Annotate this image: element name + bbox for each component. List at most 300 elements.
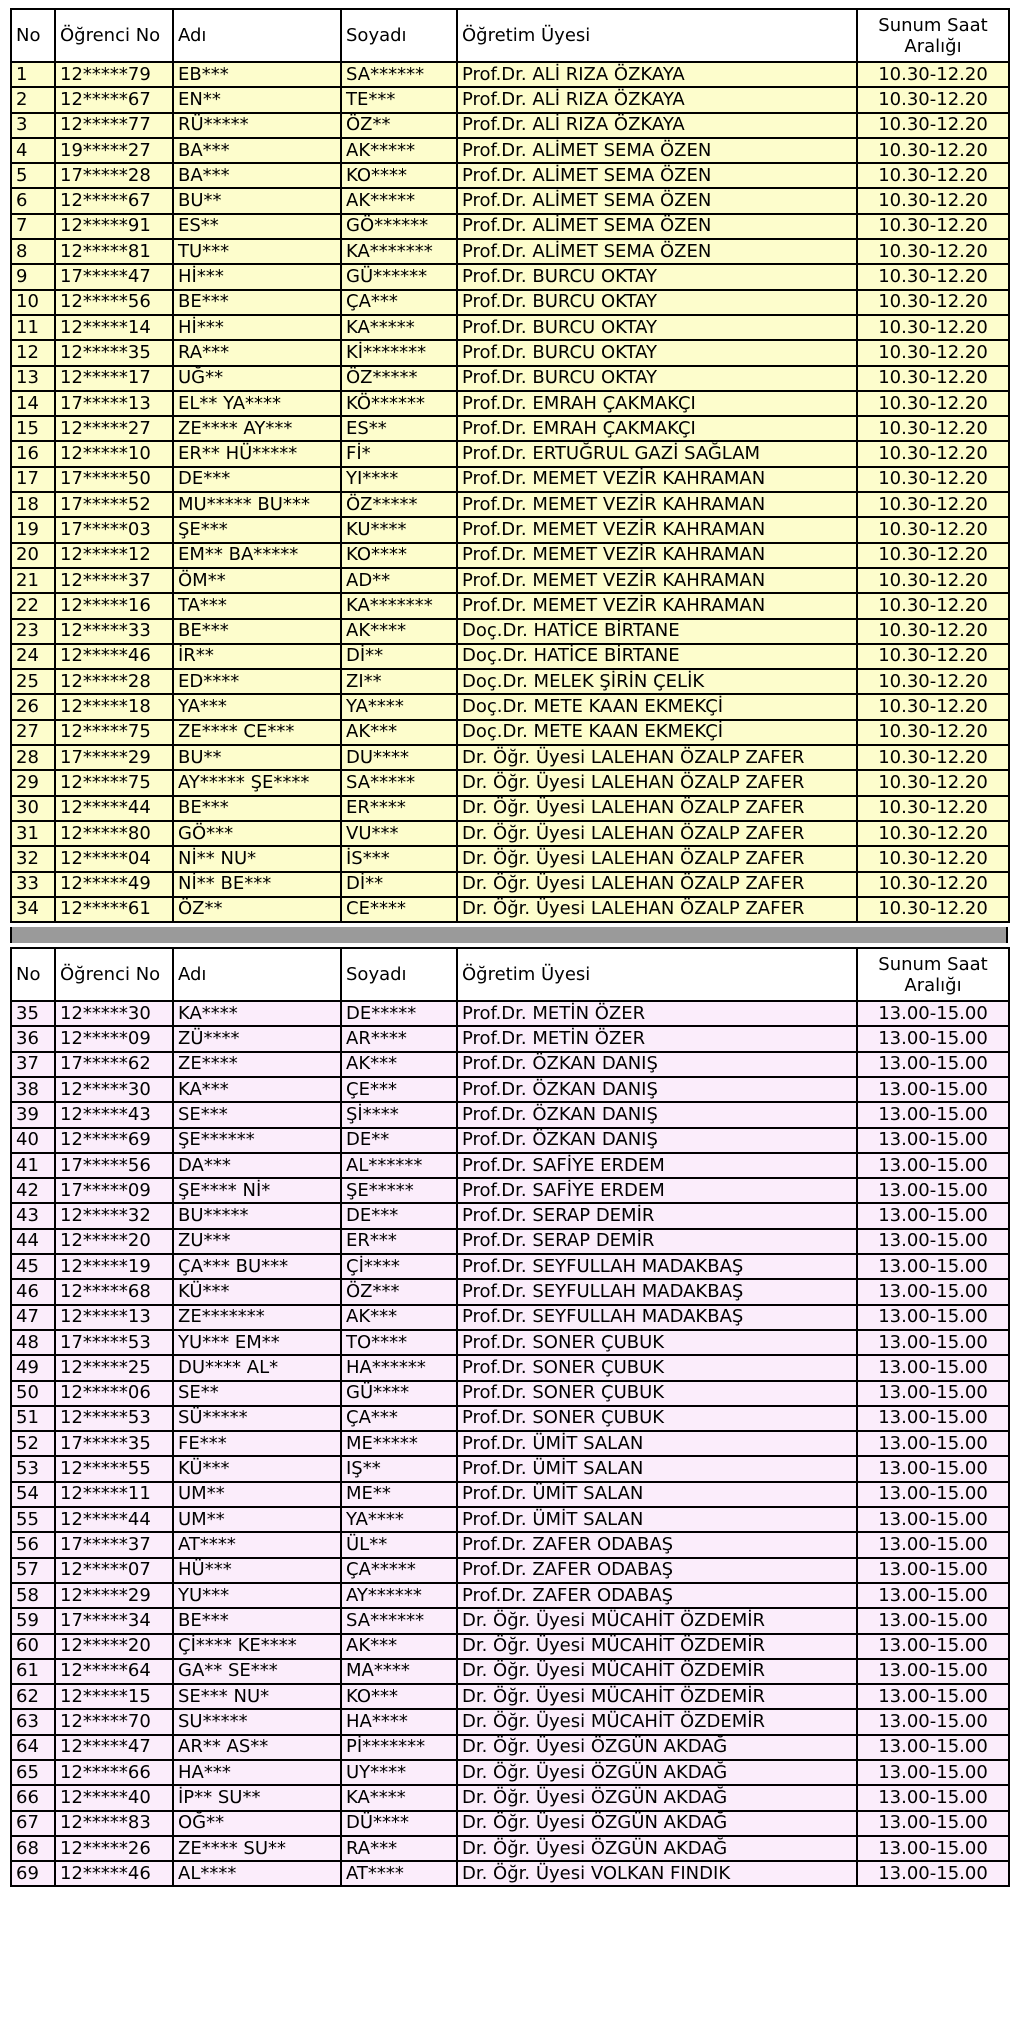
table-row	[11, 1153, 1009, 1178]
cell-student-no: 12*****75	[55, 770, 173, 795]
cell-advisor: Prof.Dr. SONER ÇUBUK	[457, 1330, 857, 1355]
cell-first-name: ZE**** SU**	[173, 1836, 341, 1861]
cell-student-no: 12*****80	[55, 821, 173, 846]
cell-no: 5	[11, 163, 55, 188]
cell-time: 13.00-15.00	[857, 1279, 1009, 1304]
header-time-line1: Sunum Saat	[878, 953, 988, 975]
cell-time: 13.00-15.00	[857, 1861, 1009, 1886]
cell-no: 69	[11, 1861, 55, 1886]
cell-no: 43	[11, 1203, 55, 1228]
cell-no: 45	[11, 1254, 55, 1279]
cell-no: 55	[11, 1507, 55, 1532]
cell-no: 33	[11, 872, 55, 897]
cell-last-name: HA******	[341, 1355, 457, 1380]
cell-advisor: Prof.Dr. ALİMET SEMA ÖZEN	[457, 138, 857, 163]
cell-time: 13.00-15.00	[857, 1634, 1009, 1659]
cell-time: 10.30-12.20	[857, 897, 1009, 922]
cell-first-name: ZE**** CE***	[173, 720, 341, 745]
cell-last-name: RA***	[341, 1836, 457, 1861]
cell-no: 8	[11, 239, 55, 264]
cell-time: 13.00-15.00	[857, 1077, 1009, 1102]
cell-advisor: Prof.Dr. SONER ÇUBUK	[457, 1355, 857, 1380]
cell-no: 39	[11, 1102, 55, 1127]
cell-student-no: 12*****44	[55, 1507, 173, 1532]
cell-last-name: KO***	[341, 1684, 457, 1709]
cell-first-name: ÖM**	[173, 568, 341, 593]
table-row	[11, 1532, 1009, 1557]
cell-first-name: HÜ***	[173, 1558, 341, 1583]
table-row	[11, 1709, 1009, 1734]
cell-advisor: Prof.Dr. ALİ RIZA ÖZKAYA	[457, 87, 857, 112]
header-first-name: Adı	[173, 9, 341, 62]
cell-advisor: Dr. Öğr. Üyesi MÜCAHİT ÖZDEMİR	[457, 1634, 857, 1659]
cell-student-no: 12*****44	[55, 796, 173, 821]
cell-no: 29	[11, 770, 55, 795]
table-row	[11, 391, 1009, 416]
cell-no: 31	[11, 821, 55, 846]
cell-advisor: Doç.Dr. MELEK ŞİRİN ÇELİK	[457, 669, 857, 694]
cell-student-no: 12*****67	[55, 188, 173, 213]
cell-last-name: ER***	[341, 1229, 457, 1254]
cell-no: 63	[11, 1709, 55, 1734]
table-row	[11, 1229, 1009, 1254]
cell-advisor: Dr. Öğr. Üyesi ÖZGÜN AKDAĞ	[457, 1760, 857, 1785]
cell-advisor: Prof.Dr. SONER ÇUBUK	[457, 1381, 857, 1406]
cell-last-name: AK*****	[341, 138, 457, 163]
cell-time: 10.30-12.20	[857, 846, 1009, 871]
cell-no: 4	[11, 138, 55, 163]
cell-advisor: Prof.Dr. ZAFER ODABAŞ	[457, 1532, 857, 1557]
cell-time: 10.30-12.20	[857, 239, 1009, 264]
header-presentation-time	[857, 948, 1009, 1001]
cell-time: 10.30-12.20	[857, 770, 1009, 795]
cell-no: 28	[11, 745, 55, 770]
cell-last-name: ME**	[341, 1482, 457, 1507]
session1-table	[10, 8, 1010, 923]
cell-first-name: BE***	[173, 619, 341, 644]
cell-no: 41	[11, 1153, 55, 1178]
cell-last-name: TO****	[341, 1330, 457, 1355]
cell-first-name: EN**	[173, 87, 341, 112]
cell-student-no: 12*****25	[55, 1355, 173, 1380]
cell-no: 37	[11, 1052, 55, 1077]
cell-student-no: 12*****11	[55, 1482, 173, 1507]
cell-time: 10.30-12.20	[857, 188, 1009, 213]
table-row	[11, 644, 1009, 669]
cell-first-name: HA***	[173, 1760, 341, 1785]
cell-first-name: KÜ***	[173, 1279, 341, 1304]
cell-no: 30	[11, 796, 55, 821]
cell-first-name: ES**	[173, 214, 341, 239]
cell-last-name: İS***	[341, 846, 457, 871]
cell-advisor: Prof.Dr. METİN ÖZER	[457, 1001, 857, 1026]
cell-advisor: Prof.Dr. ALİ RIZA ÖZKAYA	[457, 62, 857, 87]
cell-advisor: Prof.Dr. BURCU OKTAY	[457, 315, 857, 340]
cell-time: 10.30-12.20	[857, 619, 1009, 644]
cell-student-no: 12*****35	[55, 340, 173, 365]
session-separator	[10, 927, 1008, 943]
cell-time: 13.00-15.00	[857, 1709, 1009, 1734]
cell-last-name: AL******	[341, 1153, 457, 1178]
cell-first-name: BA***	[173, 138, 341, 163]
cell-first-name: YU***	[173, 1583, 341, 1608]
cell-no: 14	[11, 391, 55, 416]
cell-first-name: BE***	[173, 290, 341, 315]
table-row	[11, 770, 1009, 795]
cell-student-no: 17*****13	[55, 391, 173, 416]
cell-time: 10.30-12.20	[857, 366, 1009, 391]
cell-time: 13.00-15.00	[857, 1659, 1009, 1684]
table-header-row	[11, 948, 1009, 1001]
cell-last-name: KA*******	[341, 239, 457, 264]
cell-no: 16	[11, 441, 55, 466]
cell-time: 13.00-15.00	[857, 1355, 1009, 1380]
cell-student-no: 12*****56	[55, 290, 173, 315]
cell-no: 48	[11, 1330, 55, 1355]
cell-last-name: IŞ**	[341, 1456, 457, 1481]
cell-first-name: Nİ** NU*	[173, 846, 341, 871]
cell-time: 10.30-12.20	[857, 669, 1009, 694]
cell-first-name: BU**	[173, 188, 341, 213]
cell-time: 10.30-12.20	[857, 568, 1009, 593]
cell-time: 13.00-15.00	[857, 1330, 1009, 1355]
cell-no: 56	[11, 1532, 55, 1557]
cell-student-no: 12*****20	[55, 1634, 173, 1659]
header-advisor: Öğretim Üyesi	[457, 948, 857, 1001]
table-row	[11, 264, 1009, 289]
cell-first-name: ŞE******	[173, 1128, 341, 1153]
cell-advisor: Prof.Dr. BURCU OKTAY	[457, 290, 857, 315]
cell-first-name: KÜ***	[173, 1456, 341, 1481]
cell-advisor: Dr. Öğr. Üyesi LALEHAN ÖZALP ZAFER	[457, 821, 857, 846]
cell-student-no: 12*****12	[55, 543, 173, 568]
cell-first-name: DA***	[173, 1153, 341, 1178]
header-time-line2: Aralığı	[904, 974, 962, 996]
cell-student-no: 12*****47	[55, 1735, 173, 1760]
table-row	[11, 1001, 1009, 1026]
cell-time: 10.30-12.20	[857, 113, 1009, 138]
cell-no: 65	[11, 1760, 55, 1785]
cell-student-no: 12*****37	[55, 568, 173, 593]
cell-student-no: 12*****33	[55, 619, 173, 644]
cell-time: 10.30-12.20	[857, 492, 1009, 517]
table-row	[11, 62, 1009, 87]
table-row	[11, 1178, 1009, 1203]
cell-last-name: ME*****	[341, 1431, 457, 1456]
cell-no: 57	[11, 1558, 55, 1583]
table-row	[11, 87, 1009, 112]
cell-last-name: AR****	[341, 1026, 457, 1051]
cell-time: 13.00-15.00	[857, 1785, 1009, 1810]
cell-no: 20	[11, 543, 55, 568]
cell-student-no: 12*****18	[55, 694, 173, 719]
cell-no: 1	[11, 62, 55, 87]
cell-first-name: FE***	[173, 1431, 341, 1456]
cell-last-name: GÖ******	[341, 214, 457, 239]
cell-student-no: 12*****29	[55, 1583, 173, 1608]
table-row	[11, 796, 1009, 821]
table-row	[11, 441, 1009, 466]
cell-no: 9	[11, 264, 55, 289]
table-row	[11, 113, 1009, 138]
cell-no: 50	[11, 1381, 55, 1406]
cell-last-name: ÖZ**	[341, 113, 457, 138]
cell-last-name: ÖZ*****	[341, 366, 457, 391]
cell-student-no: 12*****61	[55, 897, 173, 922]
cell-advisor: Prof.Dr. SERAP DEMİR	[457, 1229, 857, 1254]
table-row	[11, 745, 1009, 770]
cell-last-name: ÇE***	[341, 1077, 457, 1102]
cell-first-name: YU*** EM**	[173, 1330, 341, 1355]
cell-time: 13.00-15.00	[857, 1153, 1009, 1178]
cell-first-name: UĞ**	[173, 366, 341, 391]
cell-last-name: AK***	[341, 1305, 457, 1330]
cell-no: 54	[11, 1482, 55, 1507]
cell-first-name: ER** HÜ*****	[173, 441, 341, 466]
cell-no: 62	[11, 1684, 55, 1709]
cell-student-no: 12*****14	[55, 315, 173, 340]
cell-last-name: GÜ******	[341, 264, 457, 289]
cell-advisor: Prof.Dr. ALİMET SEMA ÖZEN	[457, 188, 857, 213]
cell-student-no: 12*****13	[55, 1305, 173, 1330]
cell-last-name: AK*****	[341, 188, 457, 213]
cell-last-name: ES**	[341, 416, 457, 441]
table-row	[11, 669, 1009, 694]
cell-student-no: 17*****52	[55, 492, 173, 517]
cell-no: 61	[11, 1659, 55, 1684]
cell-first-name: İP** SU**	[173, 1785, 341, 1810]
cell-no: 52	[11, 1431, 55, 1456]
cell-first-name: DE***	[173, 467, 341, 492]
cell-student-no: 17*****56	[55, 1153, 173, 1178]
cell-advisor: Prof.Dr. ZAFER ODABAŞ	[457, 1583, 857, 1608]
cell-no: 25	[11, 669, 55, 694]
cell-time: 13.00-15.00	[857, 1305, 1009, 1330]
cell-advisor: Prof.Dr. MEMET VEZİR KAHRAMAN	[457, 543, 857, 568]
cell-no: 60	[11, 1634, 55, 1659]
cell-last-name: ER****	[341, 796, 457, 821]
cell-time: 10.30-12.20	[857, 315, 1009, 340]
cell-last-name: KA*******	[341, 593, 457, 618]
cell-time: 13.00-15.00	[857, 1254, 1009, 1279]
cell-last-name: KO****	[341, 163, 457, 188]
cell-no: 15	[11, 416, 55, 441]
cell-last-name: AK***	[341, 1634, 457, 1659]
cell-student-no: 17*****34	[55, 1608, 173, 1633]
cell-no: 59	[11, 1608, 55, 1633]
table-row	[11, 720, 1009, 745]
cell-no: 58	[11, 1583, 55, 1608]
cell-last-name: KÖ******	[341, 391, 457, 416]
table-row	[11, 1355, 1009, 1380]
cell-time: 10.30-12.20	[857, 290, 1009, 315]
cell-advisor: Prof.Dr. SAFİYE ERDEM	[457, 1178, 857, 1203]
cell-last-name: VU***	[341, 821, 457, 846]
cell-first-name: AR** AS**	[173, 1735, 341, 1760]
session2-table	[10, 947, 1010, 1887]
cell-student-no: 12*****67	[55, 87, 173, 112]
cell-last-name: AK****	[341, 619, 457, 644]
cell-advisor: Prof.Dr. MEMET VEZİR KAHRAMAN	[457, 593, 857, 618]
cell-time: 10.30-12.20	[857, 441, 1009, 466]
cell-last-name: GÜ****	[341, 1381, 457, 1406]
cell-last-name: DU****	[341, 745, 457, 770]
cell-first-name: Hİ***	[173, 315, 341, 340]
cell-no: 49	[11, 1355, 55, 1380]
table-row	[11, 1507, 1009, 1532]
table-row	[11, 821, 1009, 846]
cell-advisor: Prof.Dr. ALİMET SEMA ÖZEN	[457, 214, 857, 239]
cell-time: 10.30-12.20	[857, 821, 1009, 846]
cell-first-name: RÜ*****	[173, 113, 341, 138]
cell-no: 11	[11, 315, 55, 340]
header-student-no: Öğrenci No	[55, 948, 173, 1001]
cell-advisor: Prof.Dr. SEYFULLAH MADAKBAŞ	[457, 1305, 857, 1330]
cell-time: 10.30-12.20	[857, 543, 1009, 568]
cell-time: 10.30-12.20	[857, 214, 1009, 239]
cell-time: 10.30-12.20	[857, 644, 1009, 669]
table-row	[11, 214, 1009, 239]
cell-student-no: 17*****09	[55, 1178, 173, 1203]
cell-student-no: 19*****27	[55, 138, 173, 163]
cell-student-no: 12*****30	[55, 1077, 173, 1102]
cell-last-name: Çİ****	[341, 1254, 457, 1279]
cell-time: 10.30-12.20	[857, 694, 1009, 719]
table-row	[11, 138, 1009, 163]
cell-advisor: Prof.Dr. ÖZKAN DANIŞ	[457, 1052, 857, 1077]
cell-student-no: 12*****30	[55, 1001, 173, 1026]
table-row	[11, 1861, 1009, 1886]
cell-last-name: TE***	[341, 87, 457, 112]
cell-no: 21	[11, 568, 55, 593]
cell-first-name: ZE****	[173, 1052, 341, 1077]
cell-advisor: Prof.Dr. ÜMİT SALAN	[457, 1456, 857, 1481]
header-last-name: Soyadı	[341, 9, 457, 62]
cell-student-no: 17*****29	[55, 745, 173, 770]
table-row	[11, 568, 1009, 593]
header-time-line2: Aralığı	[904, 35, 962, 57]
table-row	[11, 366, 1009, 391]
cell-time: 13.00-15.00	[857, 1735, 1009, 1760]
cell-last-name: ŞE*****	[341, 1178, 457, 1203]
table-row	[11, 1456, 1009, 1481]
cell-no: 66	[11, 1785, 55, 1810]
cell-no: 10	[11, 290, 55, 315]
cell-first-name: MU***** BU***	[173, 492, 341, 517]
session1-rows	[11, 62, 1009, 922]
cell-last-name: YI****	[341, 467, 457, 492]
cell-advisor: Prof.Dr. ÜMİT SALAN	[457, 1482, 857, 1507]
cell-first-name: AL****	[173, 1861, 341, 1886]
cell-last-name: AK***	[341, 720, 457, 745]
table-row	[11, 1760, 1009, 1785]
cell-last-name: AY******	[341, 1583, 457, 1608]
cell-last-name: ZI**	[341, 669, 457, 694]
cell-student-no: 12*****43	[55, 1102, 173, 1127]
cell-last-name: Şİ****	[341, 1102, 457, 1127]
cell-first-name: SE***	[173, 1102, 341, 1127]
header-first-name: Adı	[173, 948, 341, 1001]
table-row	[11, 1482, 1009, 1507]
cell-time: 13.00-15.00	[857, 1482, 1009, 1507]
table-row	[11, 1052, 1009, 1077]
cell-first-name: AT****	[173, 1532, 341, 1557]
cell-student-no: 12*****46	[55, 1861, 173, 1886]
cell-first-name: Nİ** BE***	[173, 872, 341, 897]
cell-time: 10.30-12.20	[857, 745, 1009, 770]
cell-no: 42	[11, 1178, 55, 1203]
cell-first-name: GÖ***	[173, 821, 341, 846]
cell-last-name: ÇA*****	[341, 1558, 457, 1583]
table-row	[11, 1583, 1009, 1608]
cell-advisor: Prof.Dr. ÖZKAN DANIŞ	[457, 1077, 857, 1102]
cell-time: 10.30-12.20	[857, 391, 1009, 416]
header-advisor: Öğretim Üyesi	[457, 9, 857, 62]
cell-time: 13.00-15.00	[857, 1128, 1009, 1153]
cell-advisor: Dr. Öğr. Üyesi MÜCAHİT ÖZDEMİR	[457, 1684, 857, 1709]
cell-first-name: KA***	[173, 1077, 341, 1102]
cell-student-no: 12*****77	[55, 113, 173, 138]
cell-last-name: KA*****	[341, 315, 457, 340]
cell-student-no: 17*****62	[55, 1052, 173, 1077]
table-row	[11, 340, 1009, 365]
cell-student-no: 12*****32	[55, 1203, 173, 1228]
table-row	[11, 1684, 1009, 1709]
header-no: No	[11, 9, 55, 62]
cell-first-name: BU**	[173, 745, 341, 770]
cell-first-name: EM** BA*****	[173, 543, 341, 568]
cell-first-name: EB***	[173, 62, 341, 87]
cell-time: 10.30-12.20	[857, 138, 1009, 163]
cell-no: 64	[11, 1735, 55, 1760]
cell-time: 13.00-15.00	[857, 1811, 1009, 1836]
table-row	[11, 872, 1009, 897]
cell-student-no: 12*****27	[55, 416, 173, 441]
cell-last-name: CE****	[341, 897, 457, 922]
cell-student-no: 17*****47	[55, 264, 173, 289]
table-row	[11, 517, 1009, 542]
cell-advisor: Dr. Öğr. Üyesi ÖZGÜN AKDAĞ	[457, 1785, 857, 1810]
cell-time: 10.30-12.20	[857, 593, 1009, 618]
cell-student-no: 17*****03	[55, 517, 173, 542]
cell-last-name: DE***	[341, 1203, 457, 1228]
table-row	[11, 1128, 1009, 1153]
cell-first-name: TA***	[173, 593, 341, 618]
cell-first-name: SU*****	[173, 1709, 341, 1734]
cell-advisor: Prof.Dr. ÖZKAN DANIŞ	[457, 1102, 857, 1127]
cell-student-no: 12*****26	[55, 1836, 173, 1861]
cell-time: 10.30-12.20	[857, 264, 1009, 289]
cell-no: 3	[11, 113, 55, 138]
cell-time: 13.00-15.00	[857, 1684, 1009, 1709]
cell-no: 47	[11, 1305, 55, 1330]
cell-time: 10.30-12.20	[857, 517, 1009, 542]
cell-student-no: 12*****53	[55, 1406, 173, 1431]
cell-last-name: Dİ**	[341, 644, 457, 669]
cell-advisor: Prof.Dr. MEMET VEZİR KAHRAMAN	[457, 492, 857, 517]
cell-time: 13.00-15.00	[857, 1203, 1009, 1228]
cell-first-name: DU**** AL*	[173, 1355, 341, 1380]
table-row	[11, 315, 1009, 340]
cell-advisor: Prof.Dr. ZAFER ODABAŞ	[457, 1558, 857, 1583]
cell-student-no: 12*****28	[55, 669, 173, 694]
cell-student-no: 12*****46	[55, 644, 173, 669]
cell-no: 68	[11, 1836, 55, 1861]
cell-advisor: Prof.Dr. ERTUĞRUL GAZİ SAĞLAM	[457, 441, 857, 466]
cell-advisor: Prof.Dr. BURCU OKTAY	[457, 264, 857, 289]
cell-no: 6	[11, 188, 55, 213]
cell-no: 2	[11, 87, 55, 112]
